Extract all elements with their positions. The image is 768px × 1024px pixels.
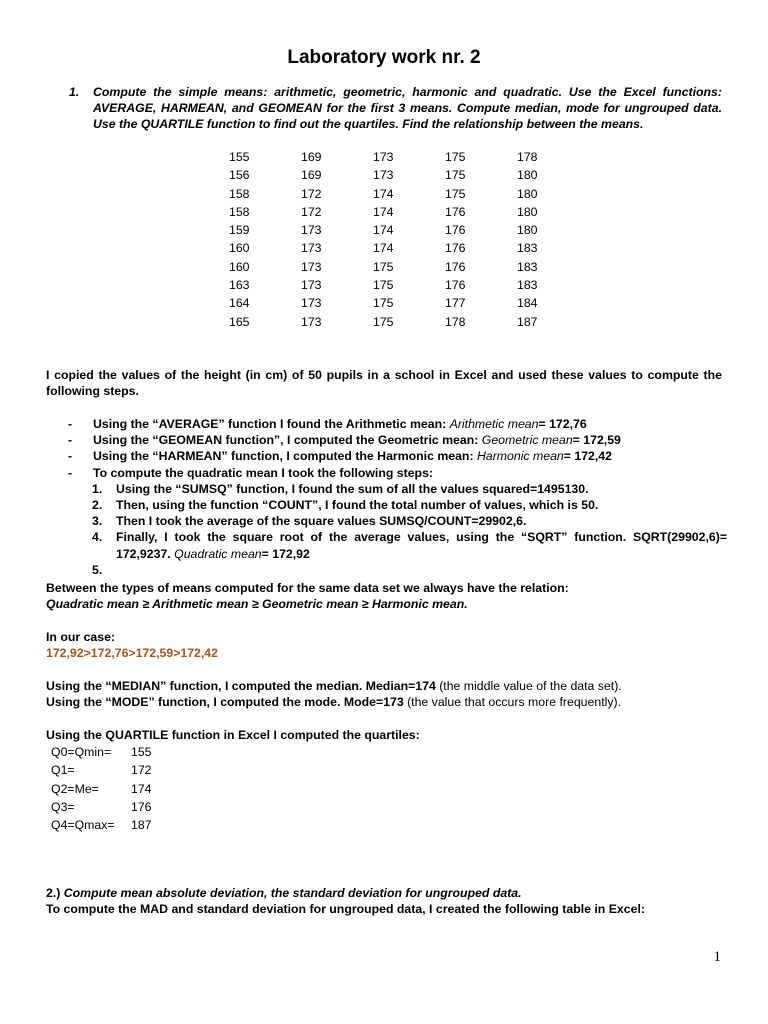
step-text: Then I took the average of the square values SUMSQ/COUNT=29902,6. [116,514,527,529]
table-cell: 183 [517,278,538,293]
relation-line-1: Between the types of means computed for the same data set we always have the relation: [46,581,569,595]
bullet-text: Using the “HARMEAN” function, I computed the Harmonic mean: [93,449,477,464]
step-number: 3. [92,514,103,529]
table-row [229,149,557,167]
table-cell: 165 [229,314,250,329]
step-text: Then, using the function “COUNT”, I found the total number of values, which is 50. [116,497,599,512]
our-case-label: In our case: [46,630,116,644]
quartile-row [51,781,152,799]
quartile-value: 187 [131,818,152,833]
task-2 [46,885,645,917]
table-cell: 163 [229,278,250,293]
median-line [46,678,622,694]
step-item [92,513,727,529]
median-mode-section [46,678,622,710]
table-cell: 187 [517,314,538,329]
bullet-harmonic [46,448,726,464]
table-cell: 160 [229,259,250,274]
table-cell: 184 [517,296,538,311]
step-label: Quadratic mean [174,546,262,561]
bullet-dash: - [68,465,73,480]
table-row [229,204,557,222]
mode-text: Using the “MODE” function, I computed the mode. Mode=173 [46,695,408,710]
task-2-number: 2.) [46,886,61,900]
bullet-label: Harmonic mean [476,449,564,464]
table-row [229,186,557,204]
height-values-table [229,149,557,332]
table-cell: 175 [445,168,466,183]
step-number: 5. [92,562,103,577]
bullet-dash: - [68,449,73,464]
table-cell: 172 [301,186,322,201]
bullet-value: = 172,42 [563,449,612,464]
table-cell: 169 [301,168,322,183]
our-case [46,629,218,661]
quartile-row [51,799,152,817]
step-number: 1. [92,481,103,496]
step-number: 4. [92,530,103,545]
table-cell: 176 [445,278,466,293]
table-cell: 173 [301,259,322,274]
table-cell: 183 [517,259,538,274]
table-row [229,314,557,332]
table-cell: 176 [445,241,466,256]
table-cell: 175 [373,259,394,274]
table-row [229,295,557,313]
table-cell: 175 [373,296,394,311]
table-cell: 180 [517,223,538,238]
bullet-value: = 172,76 [538,417,587,431]
bullet-text: To compute the quadratic mean I took the following steps: [93,465,434,480]
table-cell: 175 [373,314,394,329]
task-2-heading [46,885,645,901]
bullet-text: Using the “AVERAGE” function I found the Arithmetic mean: [93,417,450,431]
bullet-geometric [46,432,726,448]
quartile-label: Q1= [51,763,75,778]
table-cell: 173 [301,314,322,329]
task-2-text: To compute the MAD and standard deviation for ungrouped data, I created the following table in Excel: [46,902,645,917]
table-cell: 169 [301,150,322,164]
median-text: Using the “MEDIAN” function, I computed the median. Median=174 [46,679,440,693]
table-cell: 180 [517,168,538,183]
quartile-row [51,744,152,762]
table-cell: 174 [373,186,394,201]
task-1-number: 1. [69,85,80,99]
quartile-label: Q0=Qmin= [51,745,112,759]
table-cell: 158 [229,186,250,201]
table-cell: 178 [517,150,538,164]
quartile-row [51,817,152,835]
step-item [92,497,727,513]
table-cell: 158 [229,204,250,219]
intro-paragraph: I copied the values of the height (in cm) of 50 pupils in a school in Excel and used these values to compute the following steps. [46,368,722,399]
table-cell: 155 [229,150,250,164]
table-cell: 173 [373,150,394,164]
step-item [92,481,727,497]
table-row [229,167,557,185]
bullet-quadratic [46,465,726,481]
table-cell: 180 [517,186,538,201]
table-cell: 180 [517,204,538,219]
task-2-title: Compute mean absolute deviation, the standard deviation for ungrouped data. [63,886,522,900]
quartile-row [51,762,152,780]
means-list [46,416,727,577]
table-cell: 174 [373,241,394,256]
bullet-label: Arithmetic mean [449,417,539,431]
bullet-value: = 172,59 [572,433,621,448]
table-cell: 174 [373,223,394,238]
table-cell: 156 [229,168,250,183]
table-cell: 164 [229,296,250,311]
table-cell: 173 [301,278,322,293]
quartile-value: 155 [131,745,152,759]
table-cell: 183 [517,241,538,256]
table-cell: 172 [301,204,322,219]
quartile-label: Q2=Me= [51,781,99,796]
quartile-label: Q4=Qmax= [51,818,115,833]
table-cell: 176 [445,259,466,274]
task-1 [70,84,722,133]
table-cell: 178 [445,314,466,329]
table-cell: 159 [229,223,250,238]
bullet-dash: - [68,433,73,448]
table-cell: 174 [373,204,394,219]
step-text: Using the “SUMSQ” function, I found the sum of all the values squared=1495130. [116,481,589,496]
table-cell: 175 [445,186,466,201]
quartile-label: Q3= [51,799,75,814]
relation-line-2: Quadratic mean ≥ Arithmetic mean ≥ Geometric mean ≥ Harmonic mean. [46,597,468,612]
quartiles-table [51,744,152,835]
step-item [92,529,727,561]
table-cell: 175 [373,278,394,293]
table-cell: 176 [445,204,466,219]
table-cell: 173 [301,296,322,311]
bullet-text: Using the “GEOMEAN function”, I computed the Geometric mean: [93,433,482,448]
table-row [229,259,557,277]
bullet-arithmetic [46,416,726,432]
page-number: 1 [713,949,721,965]
our-case-comparison: 172,92>172,76>172,59>172,42 [46,646,218,661]
mode-line [46,694,622,710]
step-text: Finally, I took the square root of the average values, using the “SQRT” function. SQRT(29902,6)= 172,9237. [116,530,727,561]
table-row [229,277,557,295]
quartiles-intro: Using the QUARTILE function in Excel I computed the quartiles: [46,728,420,742]
means-relation [46,580,569,612]
table-cell: 173 [301,241,322,256]
bullet-dash: - [68,417,73,431]
task-1-text: Compute the simple means: arithmetic, geometric, harmonic and quadratic. Use the Excel functions: AVERAGE, HARMEAN, and GEOMEAN for the first 3 means. Compute median, mode for ungrouped data. Use the QUARTILE function to find out the quartiles. Find the relationship between the means. [93,85,722,132]
step-number: 2. [92,497,103,512]
table-cell: 173 [373,168,394,183]
mode-note: (the value that occurs more frequently). [407,695,622,710]
quadratic-steps-list [46,481,727,577]
median-note: (the middle value of the data set). [439,679,622,693]
bullet-label: Geometric mean [481,433,573,448]
quartile-value: 176 [131,799,152,814]
table-row [229,222,557,240]
table-cell: 175 [445,150,466,164]
step-value: = 172,92 [261,546,310,561]
table-cell: 160 [229,241,250,256]
quartile-value: 174 [131,781,152,796]
page-title: Laboratory work nr. 2 [287,47,481,68]
table-cell: 177 [445,296,466,311]
table-cell: 176 [445,223,466,238]
table-row [229,240,557,258]
table-cell: 173 [301,223,322,238]
quartile-value: 172 [131,763,152,778]
